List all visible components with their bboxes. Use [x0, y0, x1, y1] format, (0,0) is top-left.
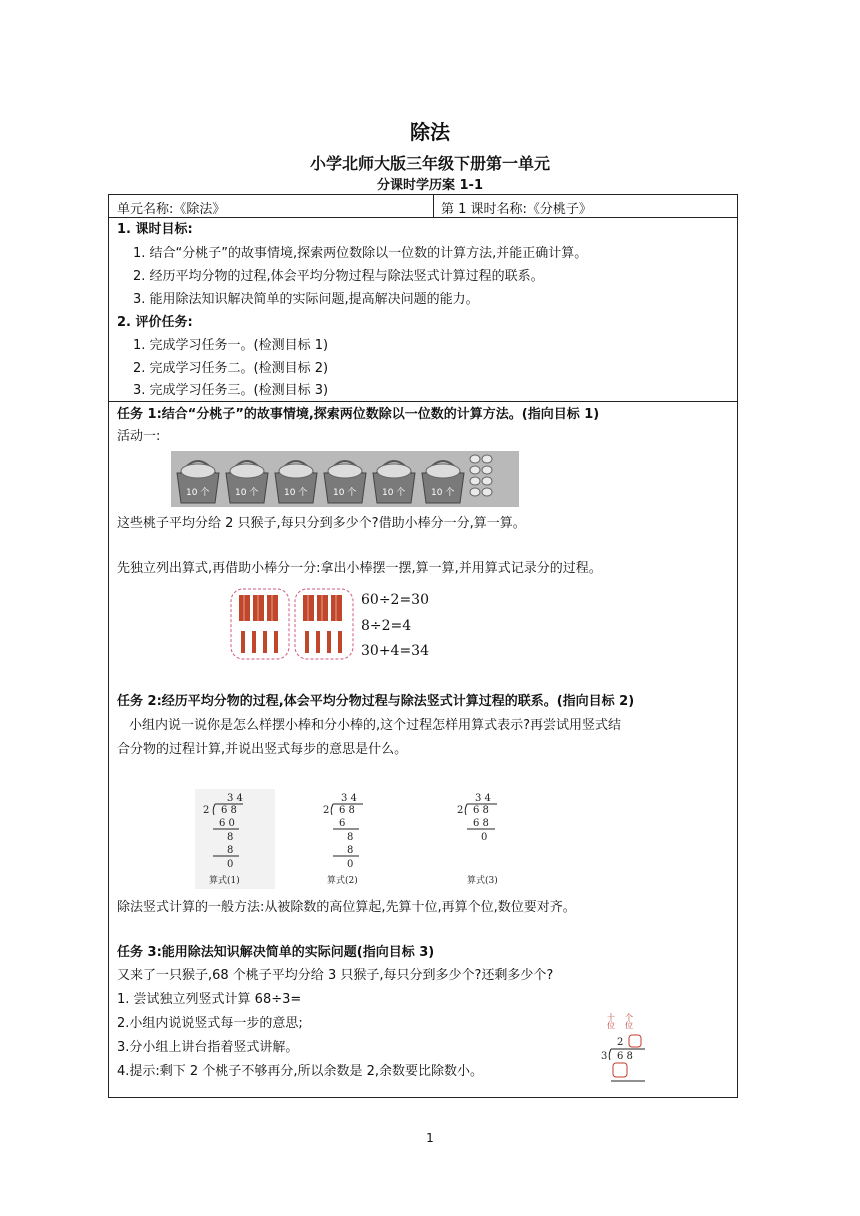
svg-text:3 4: 3 4 — [227, 793, 243, 804]
peach-basket — [324, 461, 366, 503]
task1-question: 这些桃子平均分给 2 只猴子,每只分到多少个?借助小棒分一分,算一算。 — [117, 516, 526, 531]
header-row — [109, 195, 737, 218]
svg-text:2: 2 — [457, 805, 464, 816]
goal-item: 2. 经历平均分物的过程,体会平均分物过程与除法竖式计算过程的联系。 — [133, 269, 544, 284]
lesson-plan-label: 分课时学历案 1-1 — [376, 178, 483, 193]
svg-text:6 8: 6 8 — [617, 1051, 633, 1062]
svg-text:6 8: 6 8 — [473, 805, 489, 816]
eval-item: 2. 完成学习任务二。(检测目标 2) — [133, 361, 329, 376]
label-formula-2: 算式(2) — [327, 876, 358, 886]
unit-name: 单元名称:《除法》 — [117, 202, 226, 217]
peach-basket — [422, 461, 464, 503]
tens-place-label: 十位 — [606, 1013, 616, 1029]
svg-text:6 8: 6 8 — [473, 818, 489, 829]
svg-text:0: 0 — [481, 832, 488, 843]
task3-heading: 任务 3:能用除法知识解决简单的实际问题(指向目标 3) — [117, 945, 435, 960]
lesson-table — [108, 194, 738, 1098]
svg-text:6 0: 6 0 — [219, 818, 235, 829]
svg-text:3 4: 3 4 — [341, 793, 357, 804]
peach-basket — [373, 461, 415, 503]
long-division-3 — [453, 791, 533, 891]
peach-basket — [226, 461, 268, 503]
basket-label: 10 个 — [186, 488, 210, 498]
document-subtitle: 小学北师大版三年级下册第一单元 — [309, 154, 550, 173]
task1-heading: 任务 1:结合“分桃子”的故事情境,探索两位数除以一位数的计算方法。(指向目标 1) — [117, 407, 600, 422]
long-division-2 — [319, 791, 399, 891]
division-method: 除法竖式计算的一般方法:从被除数的高位算起,先算十位,再算个位,数位要对齐。 — [117, 900, 576, 915]
svg-text:3: 3 — [601, 1051, 608, 1062]
task1-instruction: 先独立列出算式,再借助小棒分一分:拿出小棒摆一摆,算一算,并用算式记录分的过程。 — [117, 561, 602, 576]
task2-heading: 任务 2:经历平均分物的过程,体会平均分物过程与除法竖式计算过程的联系。(指向目标 2) — [117, 694, 635, 709]
svg-text:3 4: 3 4 — [475, 793, 491, 804]
basket-label: 10 个 — [431, 488, 455, 498]
equation: 60÷2=30 — [361, 592, 429, 608]
task2-paragraph-line1: 小组内说一说你是怎么样摆小棒和分小棒的,这个过程怎样用算式表示?再尝试用竖式结 — [129, 718, 622, 733]
svg-text:2: 2 — [323, 805, 330, 816]
svg-text:6 8: 6 8 — [221, 805, 237, 816]
cell-divider — [433, 195, 434, 217]
long-division-practice — [597, 1003, 657, 1087]
task3-problem: 又来了一只猴子,68 个桃子平均分给 3 只猴子,每只分到多少个?还剩多少个? — [117, 968, 554, 983]
eval-item: 3. 完成学习任务三。(检测目标 3) — [133, 383, 329, 398]
label-formula-3: 算式(3) — [467, 876, 498, 886]
eval-item: 1. 完成学习任务一。(检测目标 1) — [133, 338, 329, 353]
eval-heading: 2. 评价任务: — [117, 315, 193, 330]
baskets-graphic — [171, 451, 519, 507]
svg-text:2: 2 — [617, 1037, 624, 1048]
task3-item: 4.提示:剩下 2 个桃子不够再分,所以余数是 2,余数要比除数小。 — [117, 1064, 483, 1079]
svg-text:0: 0 — [227, 859, 234, 870]
basket-label: 10 个 — [284, 488, 308, 498]
peach-basket — [275, 461, 317, 503]
goal-item: 1. 结合“分桃子”的故事情境,探索两位数除以一位数的计算方法,并能正确计算。 — [133, 246, 588, 261]
svg-text:8: 8 — [227, 845, 234, 856]
goals-heading: 1. 课时目标: — [117, 222, 193, 237]
basket-label: 10 个 — [235, 488, 259, 498]
svg-text:8: 8 — [347, 845, 354, 856]
long-division-1 — [195, 789, 275, 889]
peach-basket — [177, 461, 219, 503]
task3-item: 3.分小组上讲台指着竖式讲解。 — [117, 1040, 299, 1055]
equation: 8÷2=4 — [361, 618, 412, 634]
svg-text:8: 8 — [227, 832, 234, 843]
svg-text:8: 8 — [347, 832, 354, 843]
page-number: 1 — [426, 1131, 434, 1145]
sticks-graphic — [227, 585, 357, 663]
basket-label: 10 个 — [382, 488, 406, 498]
task3-item: 2.小组内说说竖式每一步的意思; — [117, 1016, 303, 1031]
ones-place-label: 个位 — [624, 1013, 634, 1029]
activity-label: 活动一: — [117, 429, 161, 444]
section-divider — [109, 401, 737, 402]
goal-item: 3. 能用除法知识解决简单的实际问题,提高解决问题的能力。 — [133, 292, 479, 307]
svg-text:6: 6 — [339, 818, 346, 829]
svg-text:2: 2 — [203, 805, 210, 816]
label-formula-1: 算式(1) — [209, 876, 240, 886]
sticks-image — [227, 585, 357, 663]
task2-paragraph-line2: 合分物的过程计算,并说出竖式每步的意思是什么。 — [117, 742, 408, 757]
equation: 30+4=34 — [361, 643, 429, 659]
peach-baskets-image — [171, 451, 519, 507]
svg-text:0: 0 — [347, 859, 354, 870]
lesson-name: 第 1 课时名称:《分桃子》 — [441, 202, 592, 217]
document-title: 除法 — [410, 120, 450, 144]
basket-label: 10 个 — [333, 488, 357, 498]
svg-text:6 8: 6 8 — [339, 805, 355, 816]
task3-item: 1. 尝试独立列竖式计算 68÷3= — [117, 992, 302, 1007]
